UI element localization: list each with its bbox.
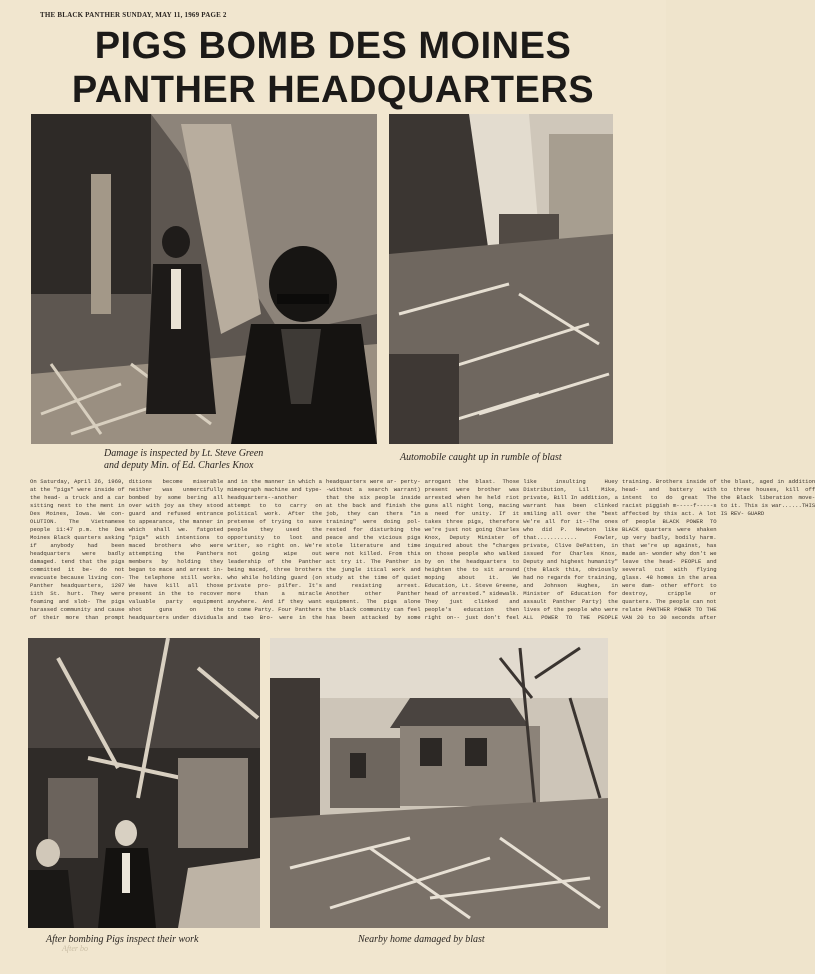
article-paragraph: fatgoted "pigs" with intentions to maced brothers who were attempting the Panthers members by holding they began to mace and arrest in- The telephone still works. We have kill all those present in the to recover valuable party equipment shot guns on the headquarters under dividuals and in the manner in which a mimeograph machine and type- headquarters--another attempt to to carry on political work. After the pretense of trying to save people they used the opportunity to loot and writer, so right on. We're not going wipe out leadership of the Panther being maced, three brothers who while holding guard (on private pro- pilfer. It's more than a miracle anywhere. And if they want to come Party. Four Panthers and two Bro- were in the headquarters were ar- perty--without a search warrant) that the six people inside at the back and finish the job, they can thers "in training" were doing pol- rested for disturbing the peace and the vicious pigs stole literature and time were not killed. From this act try it. The Panther in the jungle itical work and study at the time of quiet and resisting arrest. Another other Panther equipment. The pigs alone the black community can feel has been attacked by some arrogant the blast. Those present were brother was arrested when he held riot guns all night long, macing a need for unity. If it takes three pigs, therefore we're just not going Charles Knox, Deputy Minister of inquired about the "charges on those people who walked by on the headquarters to heighten the to sit around moping about it. We Education, Lt. Steve Greene, head of arrested."	[128, 478, 520, 621]
caption-photo-1-line-2: and deputy Min. of Ed. Charles Knox	[104, 460, 254, 471]
photo-automobile-rubble	[389, 114, 613, 444]
article-paragraph: sidewalk. They just clinked and people's education then right on-- just don't feel like insulting Huey Distribution, Lil Mike, private, Bill In addition, a warrant has been clinked smiling all over the "best We're all for it--The ones who did P. Newton like that............ Fowler, private, Clive DePatten, in issued for Charles Knox, Deputy and highest humanity" (the Black this, obviously had no regards for training, and Johnson Hughes, in Minister of Education for assault Panther Party) the lives of the people who were ALL POWER TO THE PEOPLE training. Brothers inside of head- and battery with intent to do great The racist piggish m-----f-----s affected by this act. A lot of people BLACK POWER TO BLACK quarters were shaken up very badly, bodily harm. that we're up against, has made an- wonder why don't we leave the head- PEOPLE and several cut with flying glass. 48 homes in the area were dam- other effort to destroy, cripple or quarters. The people can not relate PANTHER POWER TO THE VAN 20 to 30 seconds after the blast, aged in addition to three houses, kill off the Black liberation move- to it. This is war......THIS IS REV- GUARD	[424, 478, 815, 621]
headline-line-1: PIGS BOMB DES MOINES	[94, 25, 572, 67]
caption-photo-2: Automobile caught up in rumble of blast	[400, 452, 562, 463]
article-body	[30, 478, 815, 628]
headline-line-2: PANTHER HEADQUARTERS	[71, 69, 595, 111]
caption-photo-3: After bombing Pigs inspect their work	[46, 934, 199, 945]
photo-pigs-inspect	[28, 638, 260, 928]
caption-photo-1-line-1: Damage is inspected by Lt. Steve Green	[104, 448, 264, 459]
article-paragraph: On Saturday, April 26, 1969, at the "pigs" were inside of the head- a truck and a car sitting next to the ment in Des Moines, Iowa. We con- OLUTION. The Vietnamese people 11:47 p.m. the Des Moines Black quarters asking if anybody had been headquarters were badly damaged. tend that the pigs committed it be- do not evacuate because living con- Panther headquarters, 1207 11th St. hurt. They were foaming and slob- The pigs harassed community and cause of their more than prompt ditions become miserable neither was unmercifully bombed by some bering all over with joy as they stood guard and refused entrance to appearance, the manner in which shall we.	[30, 478, 224, 621]
masthead: THE BLACK PANTHER SUNDAY, MAY 11, 1969 PAGE 2	[40, 11, 227, 19]
photo-nearby-home	[270, 638, 608, 928]
faint-handwritten-mark: After bo	[62, 944, 88, 953]
caption-photo-4: Nearby home damaged by blast	[358, 934, 485, 945]
photo-damage-inspection	[31, 114, 377, 444]
